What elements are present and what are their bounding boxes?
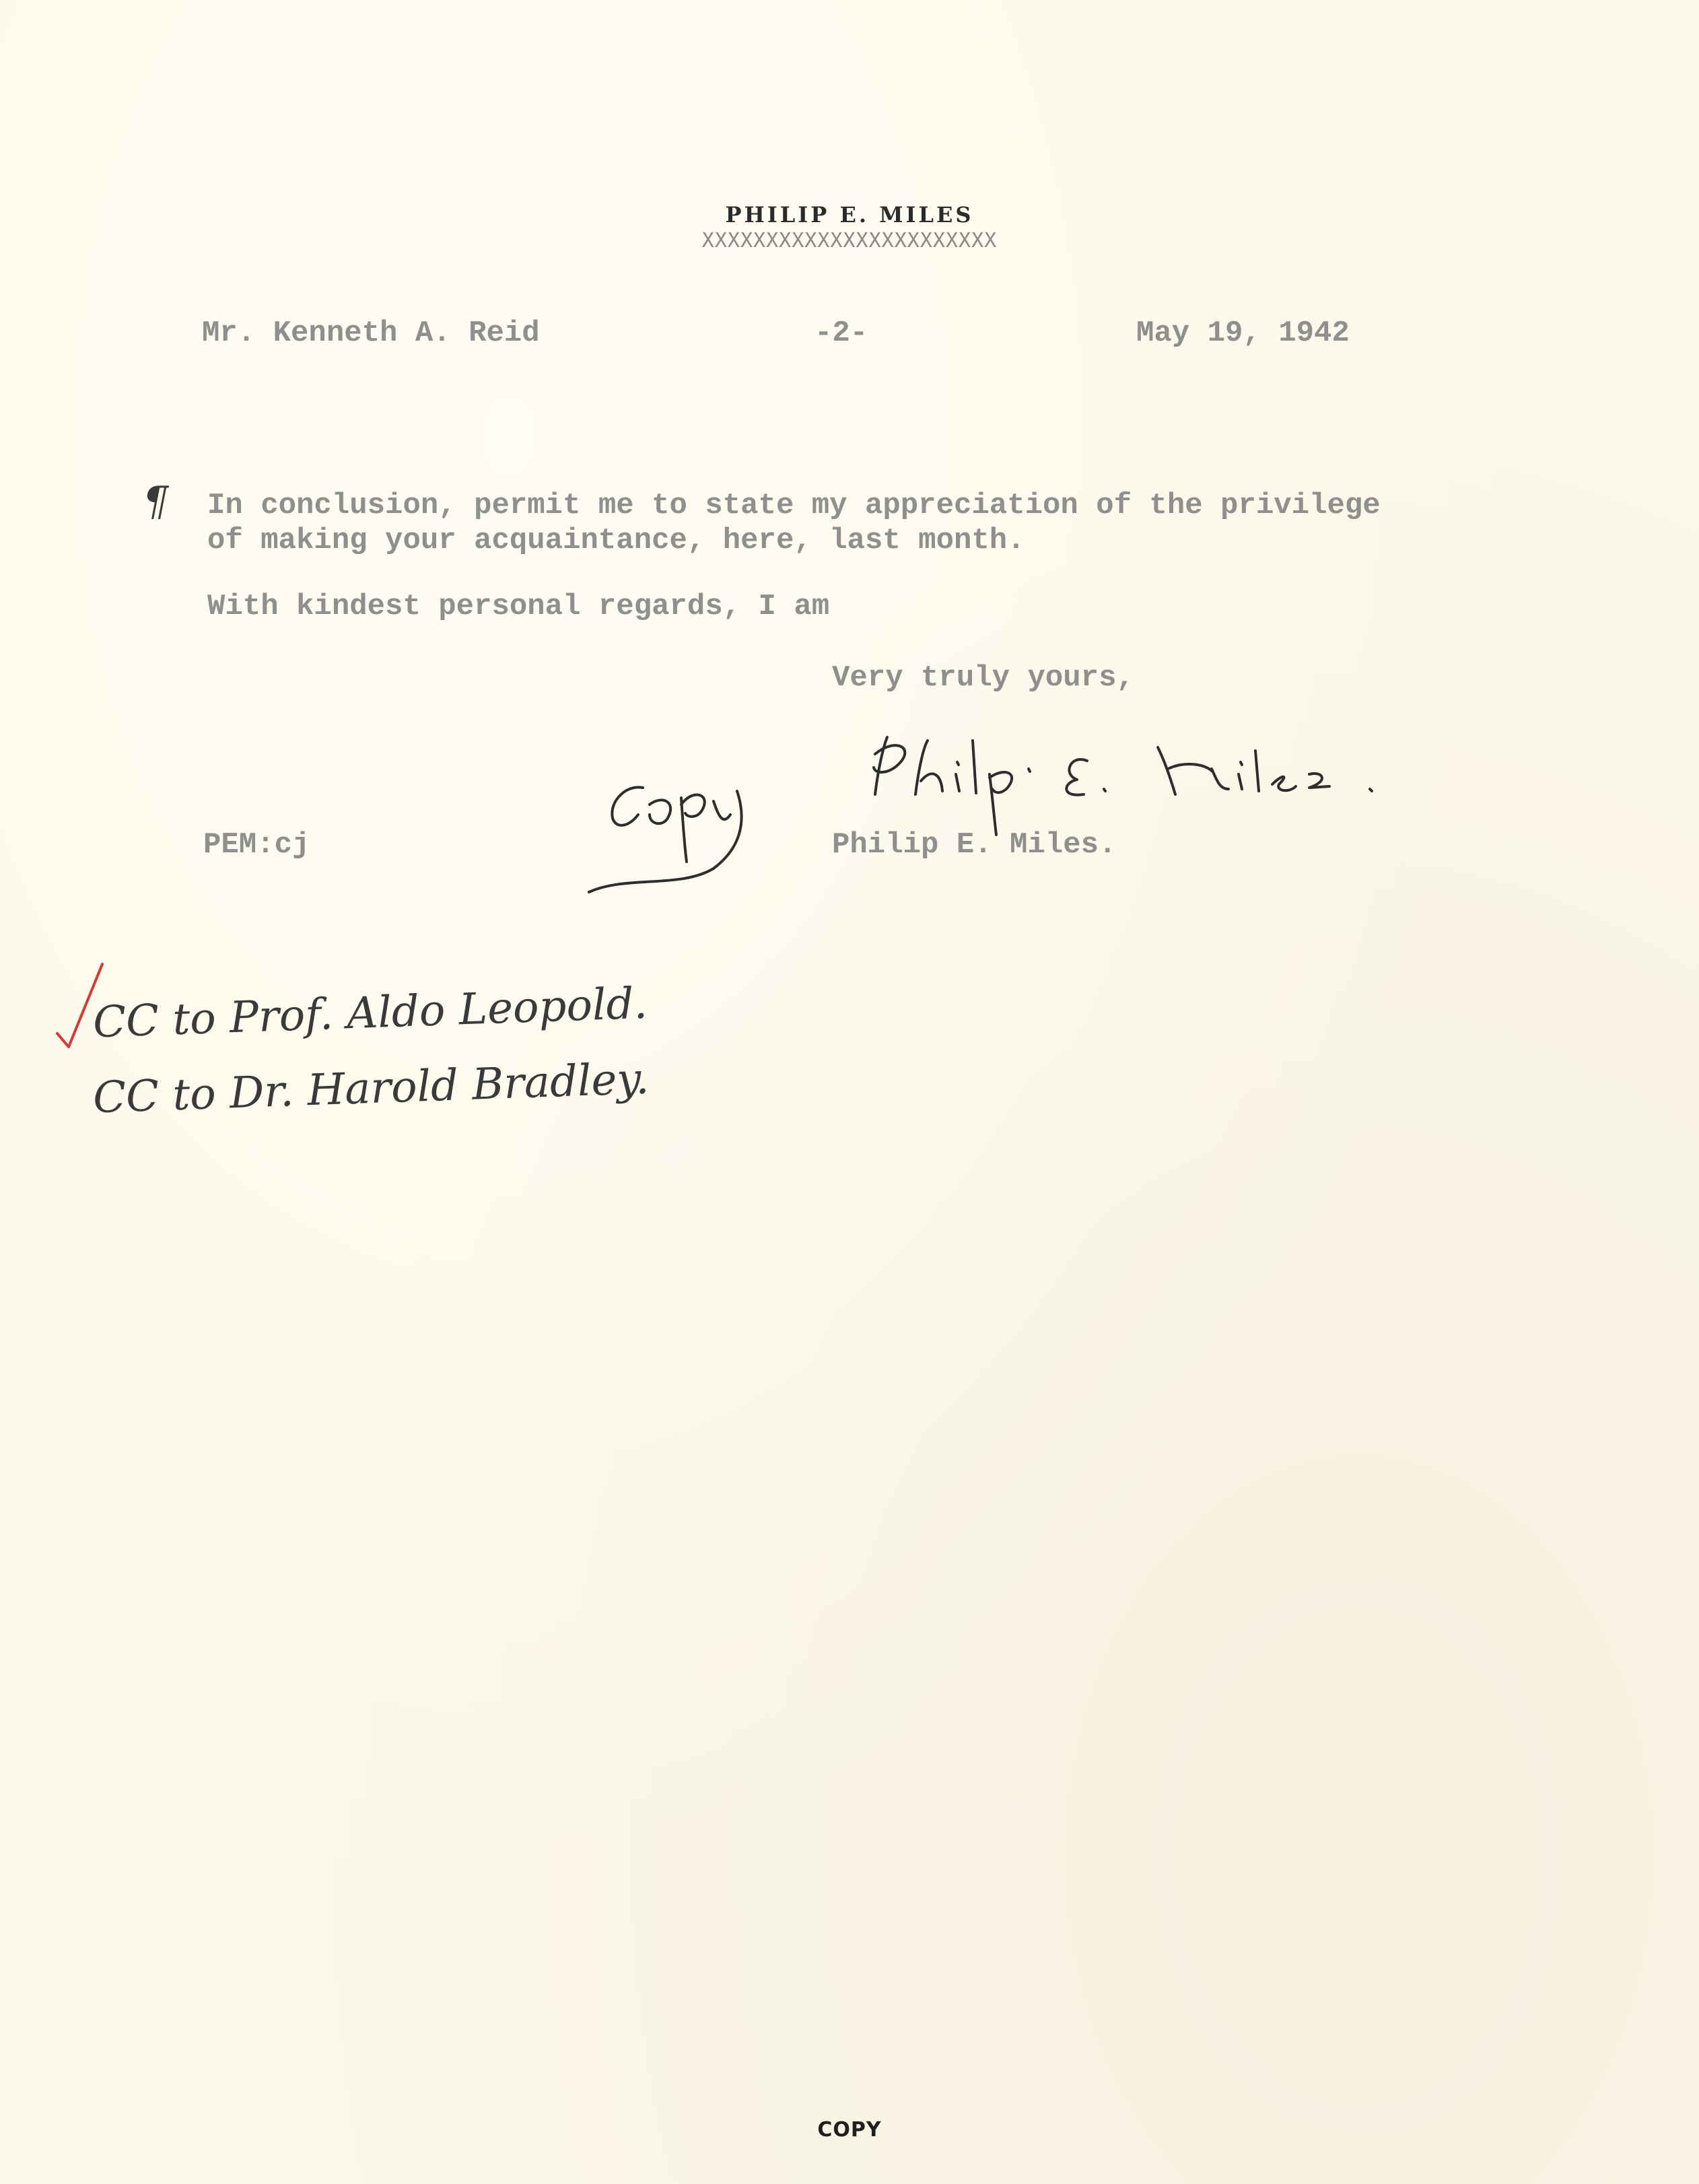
cc-annotation-1: CC to Prof. Aldo Leopold. xyxy=(92,978,648,1048)
closing-line: With kindest personal regards, I am xyxy=(207,590,830,623)
paragraph-line-1: In conclusion, permit me to state my appreciation of the privilege xyxy=(207,489,1381,522)
typist-initials: PEM:cj xyxy=(203,828,310,862)
paragraph-mark: ¶ xyxy=(143,478,169,525)
complimentary-close: Very truly yours, xyxy=(832,661,1134,695)
addressee: Mr. Kenneth A. Reid xyxy=(202,316,540,350)
cc-annotation-2: CC to Dr. Harold Bradley. xyxy=(92,1054,650,1124)
letterhead-rule: XXXXXXXXXXXXXXXXXXXXXXX xyxy=(701,229,998,252)
copy-stamp: COPY xyxy=(817,2118,882,2142)
paragraph-line-2: of making your acquaintance, here, last month. xyxy=(207,524,1025,557)
typed-signature-name: Philip E. Miles. xyxy=(832,828,1117,862)
letterhead-name: PHILIP E. MILES xyxy=(725,202,974,228)
page-number: -2- xyxy=(814,316,868,350)
letter-date: May 19, 1942 xyxy=(1136,316,1350,350)
